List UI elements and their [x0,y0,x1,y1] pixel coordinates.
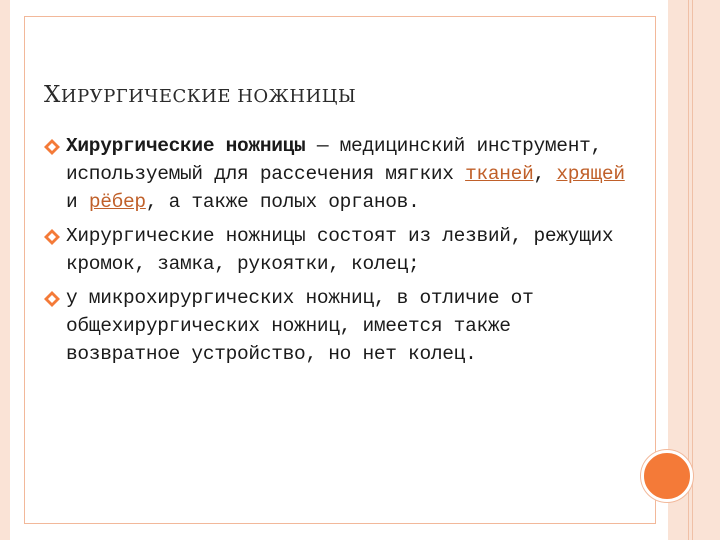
title-first-letter: Х [44,82,61,108]
link-tkaney[interactable]: тканей [465,163,534,185]
bullet-item-3 [44,284,634,368]
bullet-2-text: Хирургические ножницы состоят из лезвий, режущих кромок, замка, рукоятки, колец; [66,225,614,275]
bullet-list [44,132,634,374]
bullet-1-text-2: , а также полых органов. [145,191,420,213]
title-rest: ИРУРГИЧЕСКИЕ НОЖНИЦЫ [60,86,357,107]
diamond-bullet-icon [44,139,60,155]
bullet-1-sep-1: , [533,163,557,185]
right-decor-line [688,0,689,540]
bullet-3-text: у микрохирургических ножниц, в отличие от общехирургических ножниц, имеется также возвратное устройство, но нет колец. [66,287,534,365]
bullet-1-bold: Хирургические ножницы [66,135,306,157]
diamond-bullet-icon [44,229,60,245]
bullet-item-2 [44,222,634,278]
slide-title [44,82,356,108]
bullet-item-1 [44,132,634,216]
link-reber[interactable]: рёбер [88,191,146,213]
diamond-bullet-icon [44,291,60,307]
left-decor-band [0,0,10,540]
bullet-1-text-1: — медицинский инструмент, используемый для рассечения мягких [66,135,602,185]
link-khryashchey[interactable]: хрящей [556,163,625,185]
bullet-1-sep-2: и [66,191,89,213]
right-decor-line-2 [692,0,693,540]
decor-circle [641,450,693,502]
